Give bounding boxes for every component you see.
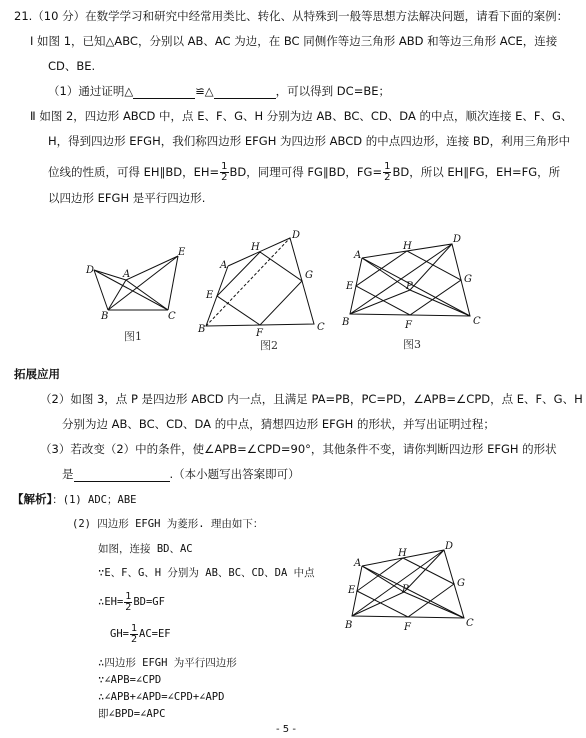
solution-line-6	[110, 622, 171, 646]
fig3-label-c: C	[473, 316, 481, 327]
fig3-label-d: D	[453, 234, 462, 245]
answer-blank-3	[74, 469, 170, 482]
fig1-caption: 图1	[124, 330, 142, 343]
fig1-label-b: B	[101, 311, 109, 322]
sol-fig-label-b: B	[345, 620, 353, 631]
fraction-half-4	[130, 624, 138, 645]
solution-line-5-text-b: BD=GF	[133, 596, 165, 608]
question-line-2: Ⅰ 如图 1，已知△ABC，分别以 AB、AC 为边，在 BC 同侧作等边三角形 ABD 和等边三角形 ACE，连接	[30, 34, 558, 48]
part-3-text-a: 是	[62, 467, 74, 481]
fig2-label-h: H	[251, 242, 260, 253]
fig3-label-g: G	[464, 274, 472, 285]
solution-line-1	[12, 491, 136, 508]
solution-line-7: ∴四边形 EFGH 为平行四边形	[98, 657, 237, 669]
question-line-3: CD、BE.	[48, 59, 96, 73]
question-line-5: Ⅱ 如图 2，四边形 ABCD 中，点 E、F、G、H 分别为边 AB、BC、CD、DA 的中点，顺次连接 E、F、G、	[30, 109, 573, 123]
fraction-numerator: 1	[221, 161, 228, 172]
sol-fig-label-d: D	[445, 541, 454, 552]
solution-figure	[340, 538, 480, 638]
line-7-text-c: BD，所以 EH∥FG，EH=FG，所	[392, 165, 561, 179]
line-7-text-a: 位线的性质，可得 EH∥BD，EH=	[48, 165, 220, 179]
fig1-label-e: E	[178, 247, 186, 258]
sol-fig-label-g: G	[457, 578, 465, 589]
answer-blank-2	[214, 86, 276, 99]
question-line-7	[48, 160, 560, 184]
line-7-text-b: BD，同理可得 FG∥BD，FG=	[229, 165, 383, 179]
fig3-label-f: F	[405, 320, 412, 331]
fraction-numerator: 1	[130, 622, 137, 634]
solution-line-3: 如图，连接 BD、AC	[98, 543, 193, 555]
fraction-denominator: 2	[125, 601, 132, 613]
solution-line-5	[98, 590, 165, 614]
fig2-caption: 图2	[260, 339, 278, 352]
question-part-3-line-1: （3）若改变（2）中的条件，使∠APB=∠CPD=90°，其他条件不变，请你判断四边形 EFGH 的形状	[40, 442, 557, 456]
fig2-label-f: F	[256, 328, 263, 339]
fraction-denominator: 2	[384, 172, 391, 183]
fig3-label-b: B	[342, 317, 350, 328]
solution-line-6-text-a: GH=	[110, 628, 129, 640]
question-part-1	[48, 83, 390, 99]
fig2-label-d: D	[292, 230, 301, 241]
fig1-label-a: A	[123, 269, 131, 280]
fig3-label-p: P	[406, 281, 413, 292]
fraction-half-3	[124, 592, 132, 613]
fig3-label-a: A	[354, 250, 362, 261]
section-heading-extension: 拓展应用	[14, 367, 60, 381]
fig2-label-c: C	[317, 322, 325, 333]
question-part-2-line-1: （2）如图 3，点 P 是四边形 ABCD 内一点，且满足 PA=PB，PC=PD，∠APB=∠CPD，点 E、F、G、H	[40, 392, 583, 406]
fig3-label-h: H	[403, 241, 412, 252]
sol-fig-label-a: A	[354, 558, 362, 569]
solution-line-10: 即∠BPD=∠APC	[98, 708, 166, 720]
fig1-label-c: C	[168, 311, 176, 322]
fraction-numerator: 1	[384, 161, 391, 172]
fraction-numerator: 1	[125, 590, 132, 602]
sol-fig-label-h: H	[398, 548, 407, 559]
fraction-denominator: 2	[130, 633, 137, 645]
figure-1	[86, 246, 196, 346]
solution-line-6-text-b: AC=EF	[139, 628, 171, 640]
part-1-text-a: （1）通过证明△	[48, 84, 134, 98]
question-line-6: H，得到四边形 EFGH，我们称四边形 EFGH 为四边形 ABCD 的中点四边形，连接 BD，利用三角形中	[48, 134, 571, 148]
question-part-3-line-2	[62, 466, 300, 482]
solution-line-9: ∴∠APB+∠APD=∠CPD+∠APD	[98, 691, 225, 703]
sol-fig-label-c: C	[466, 618, 474, 629]
fig2-label-a: A	[220, 260, 228, 271]
part-1-text-b: ≌△	[195, 84, 214, 98]
figure-2	[196, 226, 346, 351]
answer-blank-1	[133, 86, 195, 99]
fraction-half-1	[220, 162, 228, 183]
solution-part-1-answer: ：(1) ADC；ABE	[52, 494, 137, 506]
fig2-label-b: B	[198, 324, 206, 335]
fig2-label-g: G	[305, 270, 313, 281]
sol-fig-label-f: F	[404, 622, 411, 633]
sol-fig-label-e: E	[348, 585, 356, 596]
question-line-8: 以四边形 EFGH 是平行四边形.	[48, 191, 206, 205]
question-line-1: 21.（10 分）在数学学习和研究中经常用类比、转化、从特殊到一般等思想方法解决问题，请看下面的案例：	[14, 9, 569, 23]
fig1-label-d: D	[86, 265, 95, 276]
part-3-text-b: .（本小题写出答案即可）	[169, 467, 300, 481]
question-part-2-line-2: 分别为边 AB、BC、CD、DA 的中点，猜想四边形 EFGH 的形状，并写出证明过程；	[62, 417, 495, 431]
solution-line-2: (2) 四边形 EFGH 为菱形. 理由如下：	[72, 518, 264, 530]
solution-line-5-text-a: ∴EH=	[98, 596, 124, 608]
fig2-label-e: E	[206, 290, 214, 301]
page-number: - 5 -	[276, 724, 296, 735]
fig3-label-e: E	[346, 281, 354, 292]
solution-line-4: ∵E、F、G、H 分别为 AB、BC、CD、DA 中点	[98, 567, 315, 579]
fraction-denominator: 2	[221, 172, 228, 183]
fraction-half-2	[383, 162, 391, 183]
solution-heading: 【解析】	[12, 492, 53, 506]
solution-line-8: ∵∠APB=∠CPD	[98, 674, 162, 686]
fig3-caption: 图3	[403, 338, 421, 351]
part-1-text-c: ，可以得到 DC=BE；	[275, 84, 390, 98]
sol-fig-label-p: P	[402, 584, 409, 595]
figure-3	[340, 230, 490, 355]
